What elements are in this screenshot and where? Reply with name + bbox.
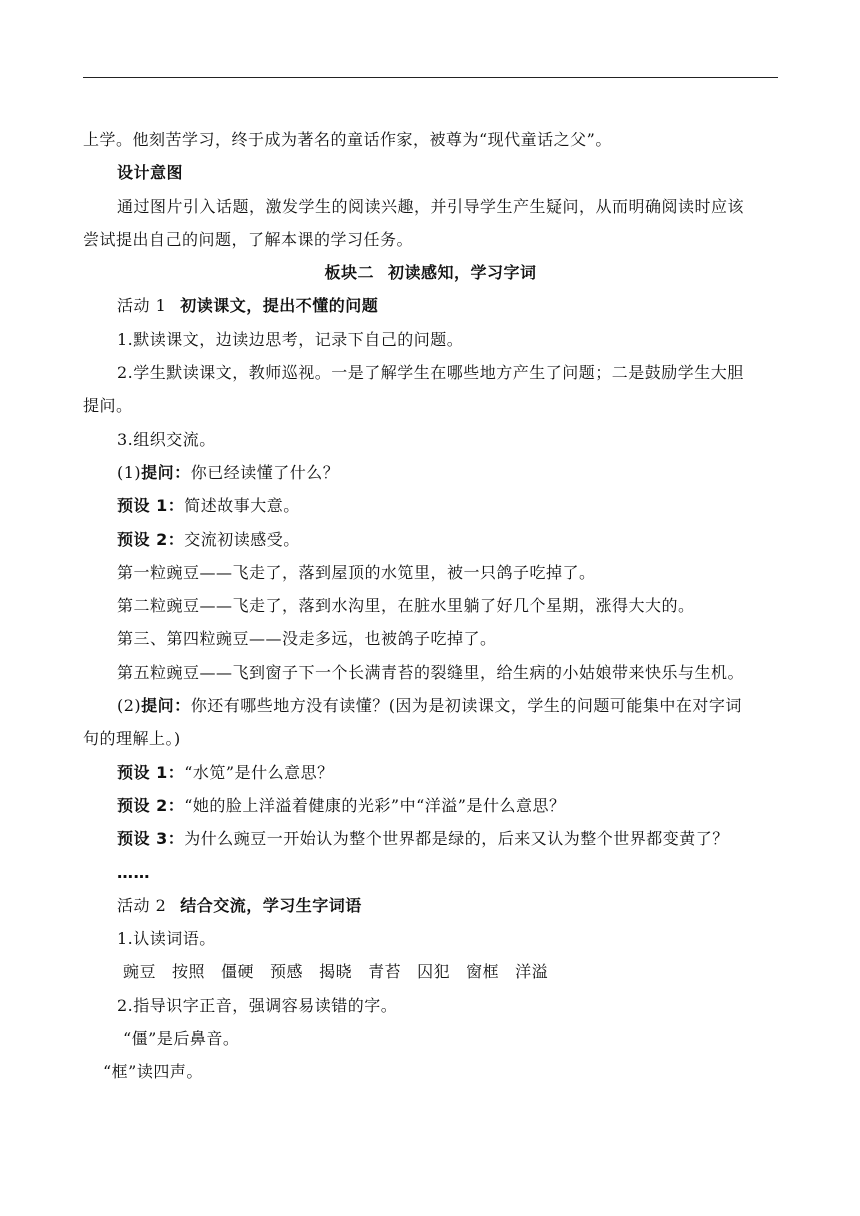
paragraph-line: 1.默读课文，边读边思考，记录下自己的问题。 <box>117 329 464 349</box>
preset-line <box>83 523 778 556</box>
paragraph-line: “框”读四声。 <box>103 1062 203 1082</box>
paragraph-line: 句的理解上。) <box>83 729 181 749</box>
preset-text: “水笕”是什么意思？ <box>184 762 334 782</box>
question-label: 提问： <box>141 462 191 482</box>
vocabulary-word: 窗框 <box>466 962 500 982</box>
header-rule <box>83 77 778 78</box>
paragraph-line: “僵”是后鼻音。 <box>123 1029 240 1049</box>
paragraph-line: 3.组织交流。 <box>117 429 216 449</box>
paragraph-line: 第二粒豌豆——飞走了，落到水沟里，在脏水里躺了好几个星期，涨得大大的。 <box>117 596 695 616</box>
vocabulary-word: 豌豆 <box>123 962 157 982</box>
vocabulary-word: 预感 <box>270 962 304 982</box>
preset-label: 预设 1： <box>117 496 185 516</box>
preset-text: 简述故事大意。 <box>184 496 300 516</box>
activity-title: 结合交流，学习生字词语 <box>180 895 362 915</box>
paragraph-line: 2.学生默读课文，教师巡视。一是了解学生在哪些地方产生了问题；二是鼓励学生大胆 <box>117 363 744 383</box>
vocabulary-word: 洋溢 <box>515 962 549 982</box>
preset-label: 预设 2： <box>117 529 185 549</box>
activity-label: 活动 2 <box>117 895 167 915</box>
question-number: (2) <box>117 696 142 716</box>
vocabulary-word: 揭晓 <box>319 962 353 982</box>
question-number: (1) <box>117 462 142 482</box>
preset-text: 交流初读感受。 <box>184 529 300 549</box>
preset-label: 预设 3： <box>117 829 185 849</box>
preset-line <box>83 489 778 522</box>
preset-label: 预设 1： <box>117 762 185 782</box>
paragraph-line: 提问。 <box>83 396 133 416</box>
paragraph-line: 上学。他刻苦学习，终于成为著名的童话作家，被尊为“现代童话之父”。 <box>83 130 612 149</box>
vocabulary-word: 僵硬 <box>221 962 255 982</box>
paragraph-line: 通过图片引入话题，激发学生的阅读兴趣，并引导学生产生疑问，从而明确阅读时应该 <box>117 196 745 216</box>
paragraph-line: 1.认读词语。 <box>117 929 216 949</box>
design-intent-heading: 设计意图 <box>117 163 184 183</box>
activity-heading <box>83 889 778 922</box>
question-line <box>83 689 778 722</box>
section-number: 板块二 <box>324 263 374 283</box>
paragraph-line: 2.指导识字正音，强调容易读错的字。 <box>117 995 398 1015</box>
preset-line <box>83 789 778 822</box>
activity-heading <box>83 289 778 322</box>
vocabulary-list <box>83 955 778 988</box>
section-subtitle: 初读感知，学习字词 <box>388 263 537 283</box>
vocabulary-word: 青苔 <box>368 962 402 982</box>
paragraph-line: 第一粒豌豆——飞走了，落到屋顶的水笕里，被一只鸽子吃掉了。 <box>117 562 596 582</box>
preset-text: 为什么豌豆一开始认为整个世界都是绿的，后来又认为整个世界都变黄了？ <box>184 829 729 849</box>
question-text: 你还有哪些地方没有读懂？(因为是初读课文，学生的问题可能集中在对字词 <box>190 696 742 716</box>
preset-line <box>83 822 778 855</box>
preset-text: “她的脸上洋溢着健康的光彩”中“洋溢”是什么意思？ <box>184 795 566 815</box>
question-text: 你已经读懂了什么？ <box>190 462 340 482</box>
ellipsis-line: …… <box>117 862 150 882</box>
question-label: 提问： <box>141 696 191 716</box>
preset-label: 预设 2： <box>117 795 185 815</box>
document-body <box>83 123 778 1089</box>
preset-line <box>83 756 778 789</box>
paragraph-line: 第三、第四粒豌豆——没走多远，也被鸽子吃掉了。 <box>117 629 497 649</box>
activity-title: 初读课文，提出不懂的问题 <box>180 296 379 316</box>
question-line <box>83 456 778 489</box>
section-title <box>83 256 778 289</box>
vocabulary-word: 按照 <box>172 962 206 982</box>
vocabulary-word: 囚犯 <box>417 962 451 982</box>
paragraph-line: 第五粒豌豆——飞到窗子下一个长满青苔的裂缝里，给生病的小姑娘带来快乐与生机。 <box>117 662 745 682</box>
paragraph-line: 尝试提出自己的问题，了解本课的学习任务。 <box>83 229 414 249</box>
activity-label: 活动 1 <box>117 296 167 316</box>
